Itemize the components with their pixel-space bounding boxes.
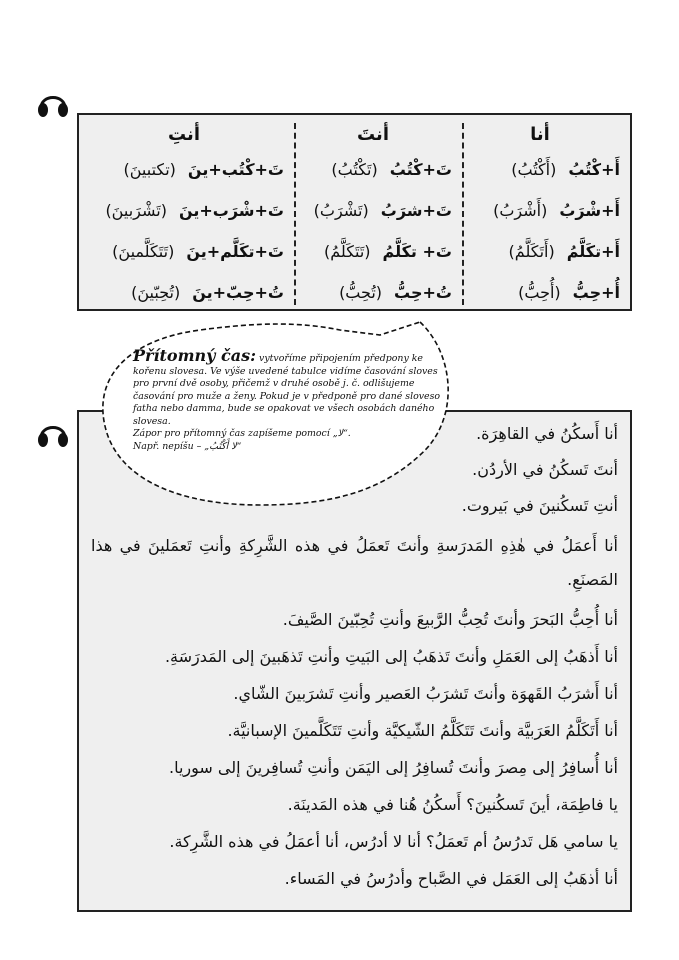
prefix-form: تُ+حِبّ+ينَ bbox=[192, 283, 284, 302]
prefix-form: أُ+حِبُّ bbox=[572, 283, 620, 302]
conjugated-verb: (تُحِبُّ) bbox=[339, 283, 383, 302]
prefix-form: تُ+حِبُّ bbox=[394, 283, 452, 302]
conjugated-verb: (تَتَكَلَّمُ) bbox=[324, 242, 371, 261]
bubble-negation: Zápor pro přítomný čas zapíšeme pomocí „لا“. bbox=[133, 428, 351, 439]
prefix-form: تَ+شْرَب+ينَ bbox=[178, 201, 284, 220]
sentence: أنا أذهَبُ إلى العَمَل في الصَّباح وأدرُسُ في المَساء. bbox=[284, 869, 618, 888]
bubble-example: Např. nepíšu – „لا أَكْتُبُ“ bbox=[133, 440, 242, 452]
sentence: يا فاطِمَة، أينَ تَسكُنينَ؟ أَسكُنُ هُنا في هذه المَدينَة. bbox=[287, 795, 618, 814]
prefix-form: تَ+كْتُبُ bbox=[389, 160, 452, 179]
prefix-form: أَ+كْتُبُ bbox=[568, 160, 620, 179]
column-header: أنتِ bbox=[168, 124, 200, 145]
prefix-form: أَ+تكَلَّمُ bbox=[566, 242, 620, 261]
conjugated-verb: (تَشْرَبينَ) bbox=[105, 201, 167, 220]
prefix-form: أَ+شْرَبُ bbox=[559, 201, 620, 220]
conjugated-verb: (تَكْتُبُ) bbox=[331, 160, 378, 179]
conjugated-verb: (تَشْرَبُ) bbox=[313, 201, 369, 220]
conjugated-verb: (أُحِبُّ) bbox=[518, 283, 561, 302]
sentence: أنا أَذهَبُ إلى العَمَلِ وأنتَ تَذهَبُ إلى البَيتِ وأنتِ تَذهَبينَ إلى المَدرَسَةِ. bbox=[164, 647, 618, 666]
sentence: أنا أُحِبُّ البَحرَ وأنتَ تُحِبُّ الرَّبيعَ وأنتِ تُحِبّينَ الصَّيفَ. bbox=[282, 610, 618, 629]
sentence: أنا أَتَكَلَّمُ العَرَبيَّة وأنتَ تَتَكَلَّمُ الشّيكيَّة وأنتِ تَتَكَلَّمينَ الإسبانيَّة. bbox=[227, 721, 618, 740]
sentence: أنتِ تَسكُنينَ في بَيروت. bbox=[461, 496, 618, 515]
column-header: أنتَ bbox=[357, 124, 389, 145]
conjugated-verb: (أَكْتُبُ) bbox=[511, 160, 557, 179]
prefix-form: تَ+تكَلَّم+ينَ bbox=[186, 242, 284, 261]
conjugated-verb: (تكتبينَ) bbox=[123, 160, 176, 179]
conjugated-verb: (أَتَكَلَّمُ) bbox=[508, 242, 555, 261]
conjugated-verb: (أَشْرَبُ) bbox=[493, 201, 548, 220]
sentence: أنتَ تَسكُنُ في الأردُن. bbox=[472, 460, 618, 479]
prefix-form: تَ+كْتُب+ينَ bbox=[187, 160, 284, 179]
column-header: أنا bbox=[530, 124, 550, 145]
sentence: يا سامي هَل تَدرُسُ أم تَعمَلُ؟ أنا لا أدرُس، أنا أعمَلُ في هذه الشَّرِكة. bbox=[169, 832, 618, 851]
prefix-form: تَ+ تكَلَّمُ bbox=[382, 242, 452, 261]
sentence: أنا أَسكُنُ في القاهِرَة. bbox=[476, 424, 618, 443]
sentence: أنا أَعمَلُ في هٰذِهِ المَدرَسةِ وأنتَ تَعمَلُ في هذه الشَّرِكةِ وأنتِ تَعمَلينَ في هذا المَصنَعِ. bbox=[91, 536, 618, 589]
bubble-text bbox=[133, 346, 445, 453]
bubble-explanation: vytvoříme připojením předpony ke kořenu slovesa. Ve výše uvedené tabulce vidíme časování sloves pro první dvě osoby, přičemž v druhé osobě j. č. odlišujeme časování pro muže a ženy. Pokud je v předponě pro dané sloveso fatha nebo damma, bude se opakovat ve všech osobách daného slovesa. bbox=[133, 353, 441, 427]
conjugated-verb: (تَتَكَلَّمينَ) bbox=[112, 242, 175, 261]
sentence: أنا أُسافِرُ إلى مِصرَ وأنتَ تُسافِرُ إلى اليَمَن وأنتِ تُسافِرينَ إلى سوريا. bbox=[168, 758, 618, 777]
prefix-form: تَ+شرَبُ bbox=[380, 201, 452, 220]
bubble-title: Přítomný čas: bbox=[133, 346, 257, 365]
sentence: أنا أَشرَبُ القَهوَة وأنتَ تَشرَبُ العَصير وأنتِ تَشرَبينَ الشّاي. bbox=[233, 684, 618, 703]
conjugated-verb: (تُحِبّينَ) bbox=[131, 283, 181, 302]
